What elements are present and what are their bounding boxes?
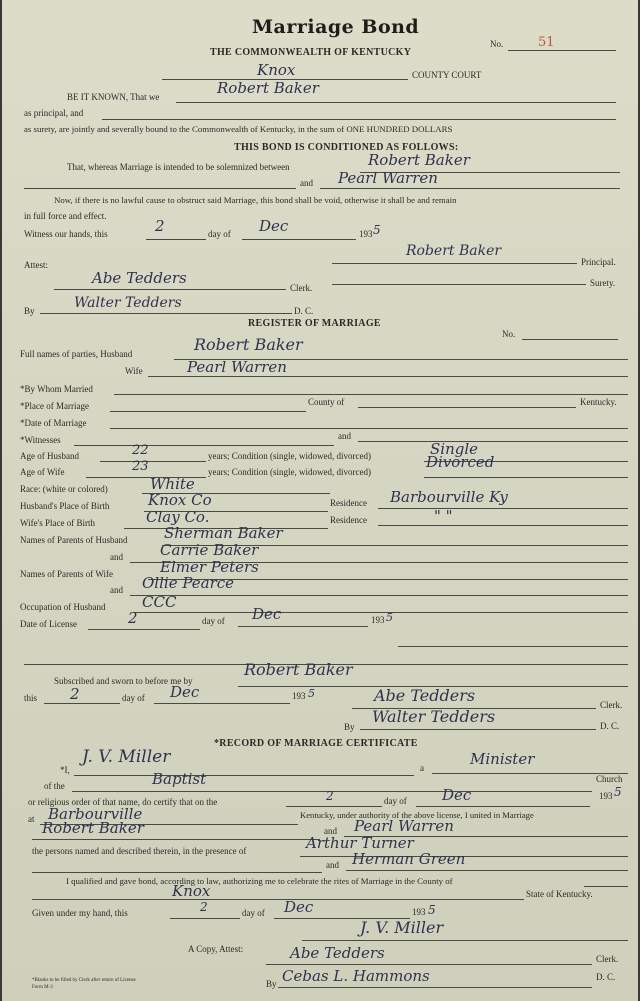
state-label: State of Kentucky.: [526, 889, 593, 899]
license-month: Dec: [252, 605, 282, 623]
principal-name: Robert Baker: [217, 79, 319, 97]
full-force-text: in full force and effect.: [24, 211, 107, 221]
persons-blank-line: [32, 872, 322, 873]
cert-a-label: a: [420, 763, 424, 773]
wife-line: [148, 376, 628, 377]
cert-day: 2: [326, 789, 334, 803]
officiant-sig-line: [302, 940, 628, 941]
as-principal-label: as principal, and: [24, 108, 84, 118]
witness-month: Dec: [259, 217, 289, 235]
bond-no-line: [508, 50, 616, 51]
witness-day-line: [146, 239, 206, 240]
witness-year-prefix: 193: [359, 229, 373, 239]
sworn-day-line: [44, 703, 120, 704]
by-whom-label: *By Whom Married: [20, 384, 93, 394]
religious-text: or religious order of that name, do certify that on the: [28, 797, 218, 807]
given-year-digit: 5: [428, 903, 436, 917]
given-year-prefix: 193: [412, 907, 426, 917]
given-day: 2: [200, 900, 208, 914]
husband-mother: Carrie Baker: [160, 541, 259, 559]
copy-attest-label: A Copy, Attest:: [188, 944, 244, 954]
cert-day-of-label: day of: [384, 796, 407, 806]
principal-line: [176, 102, 616, 103]
race-label: Race: (white or colored): [20, 484, 108, 494]
bond-clerk-signature: Abe Tedders: [92, 269, 187, 287]
persons-text: the persons named and described therein, in the presence of: [32, 846, 247, 856]
cert-year-prefix: 193: [599, 791, 613, 801]
cert-dc-label: D. C.: [596, 972, 616, 982]
footnote-line1: *Blanks to be filled by Clerk after return of License: [32, 978, 136, 983]
cert-of-the-label: of the: [44, 781, 65, 791]
husband-residence-label: Residence: [330, 498, 367, 508]
party-spacer-line: [24, 188, 296, 189]
full-names-label: Full names of parties, Husband: [20, 349, 133, 359]
cert-dc-line: [278, 987, 592, 988]
husband-father: Sherman Baker: [164, 524, 283, 542]
wife-residence-line: [378, 525, 628, 526]
condition-wife-line: [424, 477, 628, 478]
witness1-line: [74, 445, 334, 446]
surety-text: as surety, are jointly and severally bound to the Commonwealth of Kentucky, in the sum of ONE HUNDRED DOLLARS: [24, 124, 453, 134]
place-label: *Place of Marriage: [20, 401, 89, 411]
principal-label: Principal.: [581, 257, 616, 267]
document-title: Marriage Bond: [252, 16, 420, 38]
attest-label: Attest:: [24, 260, 48, 270]
sworn-by: Robert Baker: [244, 660, 353, 679]
register-heading: REGISTER OF MARRIAGE: [248, 318, 381, 329]
bond-clerk-line: [54, 289, 286, 290]
register-no-line: [522, 339, 618, 340]
principal-signature: Robert Baker: [406, 243, 502, 259]
license-day-line: [88, 629, 200, 630]
license-year-digit: 5: [386, 611, 393, 624]
occupation-line: [134, 612, 628, 613]
officiant-line: [74, 775, 414, 776]
cert-place: Barbourville: [48, 805, 143, 823]
county-court-label: COUNTY COURT: [412, 70, 482, 80]
surety-label: Surety.: [590, 278, 616, 288]
footnote-form: Form M-3: [32, 985, 53, 990]
cert-clerk-line: [266, 964, 592, 965]
bond-no-label: No.: [490, 39, 504, 49]
license-day-of-label: day of: [202, 616, 225, 626]
condition-wife-label: years; Condition (single, widowed, divorced): [208, 467, 371, 477]
condition-wife: Divorced: [426, 453, 495, 471]
qualified-county-line-b: [32, 899, 524, 900]
cert-witness-and-label: and: [326, 860, 339, 870]
cert-kentucky-text: Kentucky, under authority of the above license, I united in Marriage: [300, 810, 534, 820]
bond-clerk-label: Clerk.: [290, 283, 313, 293]
county-name: Knox: [257, 61, 296, 79]
surety-sig-line: [332, 284, 586, 285]
witness2-cert-line: [346, 870, 628, 871]
witness2-line: [358, 441, 628, 442]
wife-label: Wife: [125, 366, 143, 376]
parents-wife-label: Names of Parents of Wife: [20, 569, 113, 579]
husband-residence: Barbourville Ky: [390, 488, 508, 506]
conditioned-heading: THIS BOND IS CONDITIONED AS FOLLOWS:: [234, 142, 459, 153]
witness-day-of-label: day of: [208, 229, 231, 239]
cert-clerk-signature: Abe Tedders: [290, 944, 385, 962]
party1-name: Robert Baker: [368, 151, 470, 169]
sworn-year-digit: 5: [308, 687, 315, 700]
cert-bride: Pearl Warren: [354, 817, 454, 835]
license-day: 2: [128, 609, 138, 627]
husband-residence-line: [378, 508, 628, 509]
place-line: [110, 411, 306, 412]
register-dc-signature: Walter Tedders: [372, 707, 496, 726]
sworn-day-of-label: day of: [122, 693, 145, 703]
bond-no-value: 51: [538, 35, 555, 50]
occupation-label: Occupation of Husband: [20, 602, 106, 612]
witnesses-label: *Witnesses: [20, 435, 61, 445]
given-day-line: [170, 918, 240, 919]
age-wife: 23: [132, 459, 149, 474]
cert-i-label: *I,: [60, 765, 70, 775]
parents-wife-and-label: and: [110, 585, 123, 595]
license-month-line: [238, 626, 368, 627]
party2-name: Pearl Warren: [338, 169, 438, 187]
license-label: Date of License: [20, 619, 77, 629]
be-it-known-label: BE IT KNOWN, That we: [67, 92, 160, 102]
occupation: CCC: [142, 593, 177, 611]
license-year-prefix: 193: [371, 615, 385, 625]
cert-month-line: [416, 806, 590, 807]
cert-witness1: Arthur Turner: [306, 834, 414, 852]
date-label: *Date of Marriage: [20, 418, 87, 428]
officiant-name: J. V. Miller: [82, 747, 171, 767]
age-wife-label: Age of Wife: [20, 467, 65, 477]
wife-mother: Ollie Pearce: [142, 574, 235, 592]
witness-year-digit: 5: [373, 223, 381, 237]
age-husband-line: [100, 461, 206, 462]
register-clerk-label: Clerk.: [600, 700, 623, 710]
officiant-signature: J. V. Miller: [360, 918, 444, 937]
witness-label: Witness our hands, this: [24, 229, 108, 239]
wife-father: Elmer Peters: [160, 558, 259, 576]
husband-birth-label: Husband's Place of Birth: [20, 501, 110, 511]
marriage-bond-document: [2, 0, 638, 1001]
cert-and-label: and: [324, 826, 337, 836]
wife-name: Pearl Warren: [187, 358, 287, 376]
cert-clerk-label: Clerk.: [596, 954, 619, 964]
parents-husband-and-label: and: [110, 552, 123, 562]
given-label: Given under my hand, this: [32, 908, 128, 918]
commonwealth-heading: THE COMMONWEALTH OF KENTUCKY: [210, 47, 412, 58]
bond-dc-signature: Walter Tedders: [74, 295, 182, 311]
register-dc-line: [360, 729, 596, 730]
whereas-label: That, whereas Marriage is intended to be solemnized between: [67, 162, 290, 172]
party2-line: [320, 188, 620, 189]
church-name: Baptist: [152, 770, 207, 788]
cert-witness2: Herman Green: [352, 850, 466, 868]
husband-birth: Knox Co: [148, 491, 212, 509]
register-dc-label: D. C.: [600, 721, 620, 731]
cert-at-label: at: [28, 814, 35, 824]
wife-birth-label: Wife's Place of Birth: [20, 518, 95, 528]
date-line: [110, 428, 628, 429]
principal-sig-line: [332, 263, 577, 264]
given-day-of-label: day of: [242, 908, 265, 918]
witness-month-line: [242, 239, 356, 240]
groom-line: [32, 839, 320, 840]
certificate-heading: *RECORD OF MARRIAGE CERTIFICATE: [214, 738, 418, 749]
condition-husband: Single: [430, 440, 479, 458]
sworn-this-label: this: [24, 693, 38, 703]
cert-groom: Robert Baker: [42, 819, 144, 837]
register-clerk-signature: Abe Tedders: [374, 686, 476, 705]
witnesses-and-label: and: [338, 431, 351, 441]
sworn-year-prefix: 193: [292, 691, 306, 701]
marriage-county-line: [358, 407, 576, 408]
subscribed-label: Subscribed and sworn to before me by: [54, 676, 193, 686]
wife-mother-line: [130, 595, 628, 596]
cert-month: Dec: [442, 786, 472, 804]
given-month: Dec: [284, 898, 314, 916]
register-blank-line-1: [398, 646, 628, 647]
witness-day: 2: [155, 217, 165, 235]
bond-by-label: By: [24, 306, 35, 316]
bond-dc-line: [40, 313, 292, 314]
qualified-text: I qualified and gave bond, according to law, authorizing me to celebrate the rites of Marriage in the County of: [66, 876, 453, 886]
cert-dc-signature: Cebas L. Hammons: [282, 967, 430, 985]
age-husband-label: Age of Husband: [20, 451, 79, 461]
register-no-label: No.: [502, 329, 516, 339]
wife-residence-label: Residence: [330, 515, 367, 525]
wife-birth: Clay Co.: [146, 508, 210, 526]
surety-name-line: [102, 119, 616, 120]
cert-by-label: By: [266, 979, 277, 989]
church-label: Church: [596, 774, 623, 784]
bond-dc-label: D. C.: [294, 306, 314, 316]
register-by-label: By: [344, 722, 355, 732]
cert-day-line: [286, 806, 382, 807]
now-if-text: Now, if there is no lawful cause to obstruct said Marriage, this bond shall be void, otherwise it shall be and remain: [54, 195, 457, 205]
by-whom-line: [114, 394, 628, 395]
husband-name: Robert Baker: [194, 335, 303, 354]
place-kentucky-label: Kentucky.: [580, 397, 617, 407]
condition-husband-label: years; Condition (single, widowed, divorced): [208, 451, 371, 461]
officiant-office: Minister: [470, 750, 535, 768]
sworn-month: Dec: [170, 683, 200, 701]
county-of-label: County of: [308, 397, 345, 407]
sworn-month-line: [154, 703, 290, 704]
sworn-day: 2: [70, 685, 80, 703]
qualified-county: Knox: [172, 882, 211, 900]
cert-year-digit: 5: [614, 785, 622, 799]
race: White: [150, 475, 195, 493]
age-husband: 22: [132, 443, 149, 458]
wife-residence: " ": [434, 507, 453, 525]
party-and-label: and: [300, 178, 313, 188]
parents-husband-label: Names of Parents of Husband: [20, 535, 128, 545]
qualified-county-line-a: [584, 886, 628, 887]
